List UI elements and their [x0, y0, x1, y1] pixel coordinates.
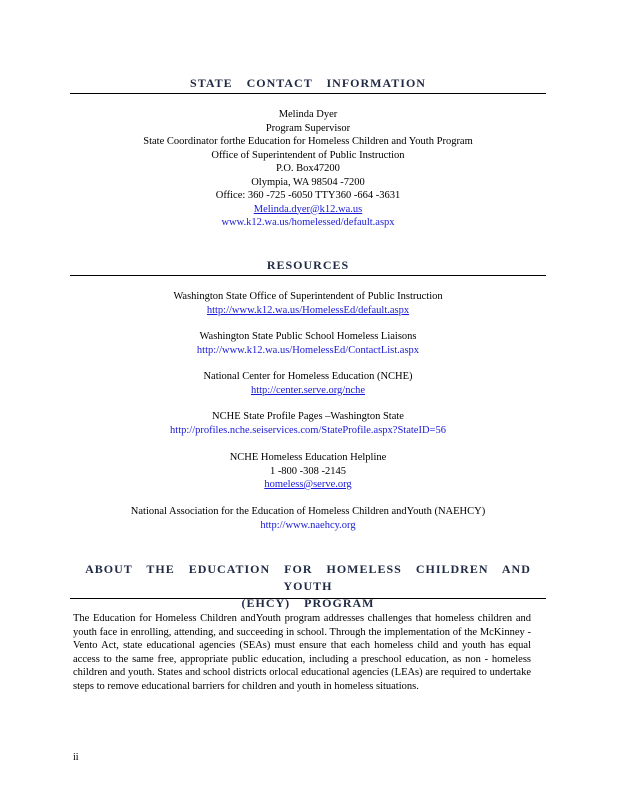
- resource-link[interactable]: http://www.k12.wa.us/HomelessEd/ContactList.aspx: [196, 344, 420, 356]
- contact-box: P.O. Box47200: [276, 163, 340, 174]
- resources-heading-rule: [70, 275, 546, 276]
- about-heading-rule: [70, 598, 546, 599]
- resource-item: [70, 290, 546, 317]
- resource-title: Washington State Office of Superintendent of Public Instruction: [173, 291, 443, 302]
- contact-heading: STATE CONTACT INFORMATION: [190, 76, 426, 90]
- resource-item: [70, 505, 546, 532]
- contact-title: Program Supervisor: [265, 122, 351, 134]
- contact-block: [70, 108, 546, 230]
- contact-office: Office of Superintendent of Public Instruction: [211, 149, 405, 161]
- resource-item: [70, 410, 546, 437]
- resource-link[interactable]: http://www.k12.wa.us/HomelessEd/default.aspx: [206, 304, 410, 316]
- contact-heading-rule: [70, 93, 546, 94]
- contact-email-link[interactable]: Melinda.dyer@k12.wa.us: [253, 203, 363, 215]
- resources-heading: RESOURCES: [266, 258, 350, 272]
- resource-title: Washington State Public School Homeless Liaisons: [199, 331, 417, 342]
- resource-link[interactable]: http://profiles.nche.seiservices.com/StateProfile.aspx?StateID=56: [170, 424, 446, 436]
- resource-link[interactable]: http://center.serve.org/nche: [250, 384, 366, 396]
- resource-link[interactable]: homeless@serve.org: [264, 479, 352, 490]
- resource-link[interactable]: http://www.naehcy.org: [260, 519, 356, 531]
- about-heading: [70, 561, 546, 612]
- about-heading-line2: (EHCY) PROGRAM: [241, 596, 375, 610]
- resource-title: NCHE Homeless Education Helpline: [229, 452, 387, 463]
- resource-item: [70, 370, 546, 397]
- about-heading-line1: ABOUT THE EDUCATION FOR HOMELESS CHILDREN AND YOUTH: [85, 562, 531, 593]
- resource-title: National Association for the Education of Homeless Children andYouth (NAEHCY): [130, 506, 486, 517]
- about-paragraph: The Education for Homeless Children andYouth program addresses challenges that homeless children and youth face in enrolling, attending, and succeeding in school. Through the implementation of the McKinney -Vento Act, state educational agencies (SEAs) must ensure that each homeless child and youth has equal access to the same free, appropriate public education, including a preschool education, as non - homeless children and youth. States and school districts orlocal educational agencies (LEAs) are required to undertake steps to remove educational barriers for children and youth in homeless situations.: [73, 613, 531, 692]
- resource-title: National Center for Homeless Education (NCHE): [203, 371, 413, 382]
- contact-url-link[interactable]: www.k12.wa.us/homelessed/default.aspx: [221, 217, 395, 228]
- resource-item: [70, 330, 546, 357]
- resource-item: [70, 451, 546, 492]
- resource-title: NCHE State Profile Pages –Washington State: [212, 411, 404, 422]
- page-number: ii: [73, 752, 79, 763]
- contact-city: Olympia, WA 98504 -7200: [251, 176, 365, 188]
- resource-phone: 1 -800 -308 -2145: [269, 465, 347, 477]
- contact-phone: Office: 360 -725 -6050 TTY360 -664 -3631: [215, 190, 401, 201]
- contact-name: Melinda Dyer: [278, 109, 338, 120]
- contact-role: State Coordinator forthe Education for Homeless Children and Youth Program: [143, 136, 473, 147]
